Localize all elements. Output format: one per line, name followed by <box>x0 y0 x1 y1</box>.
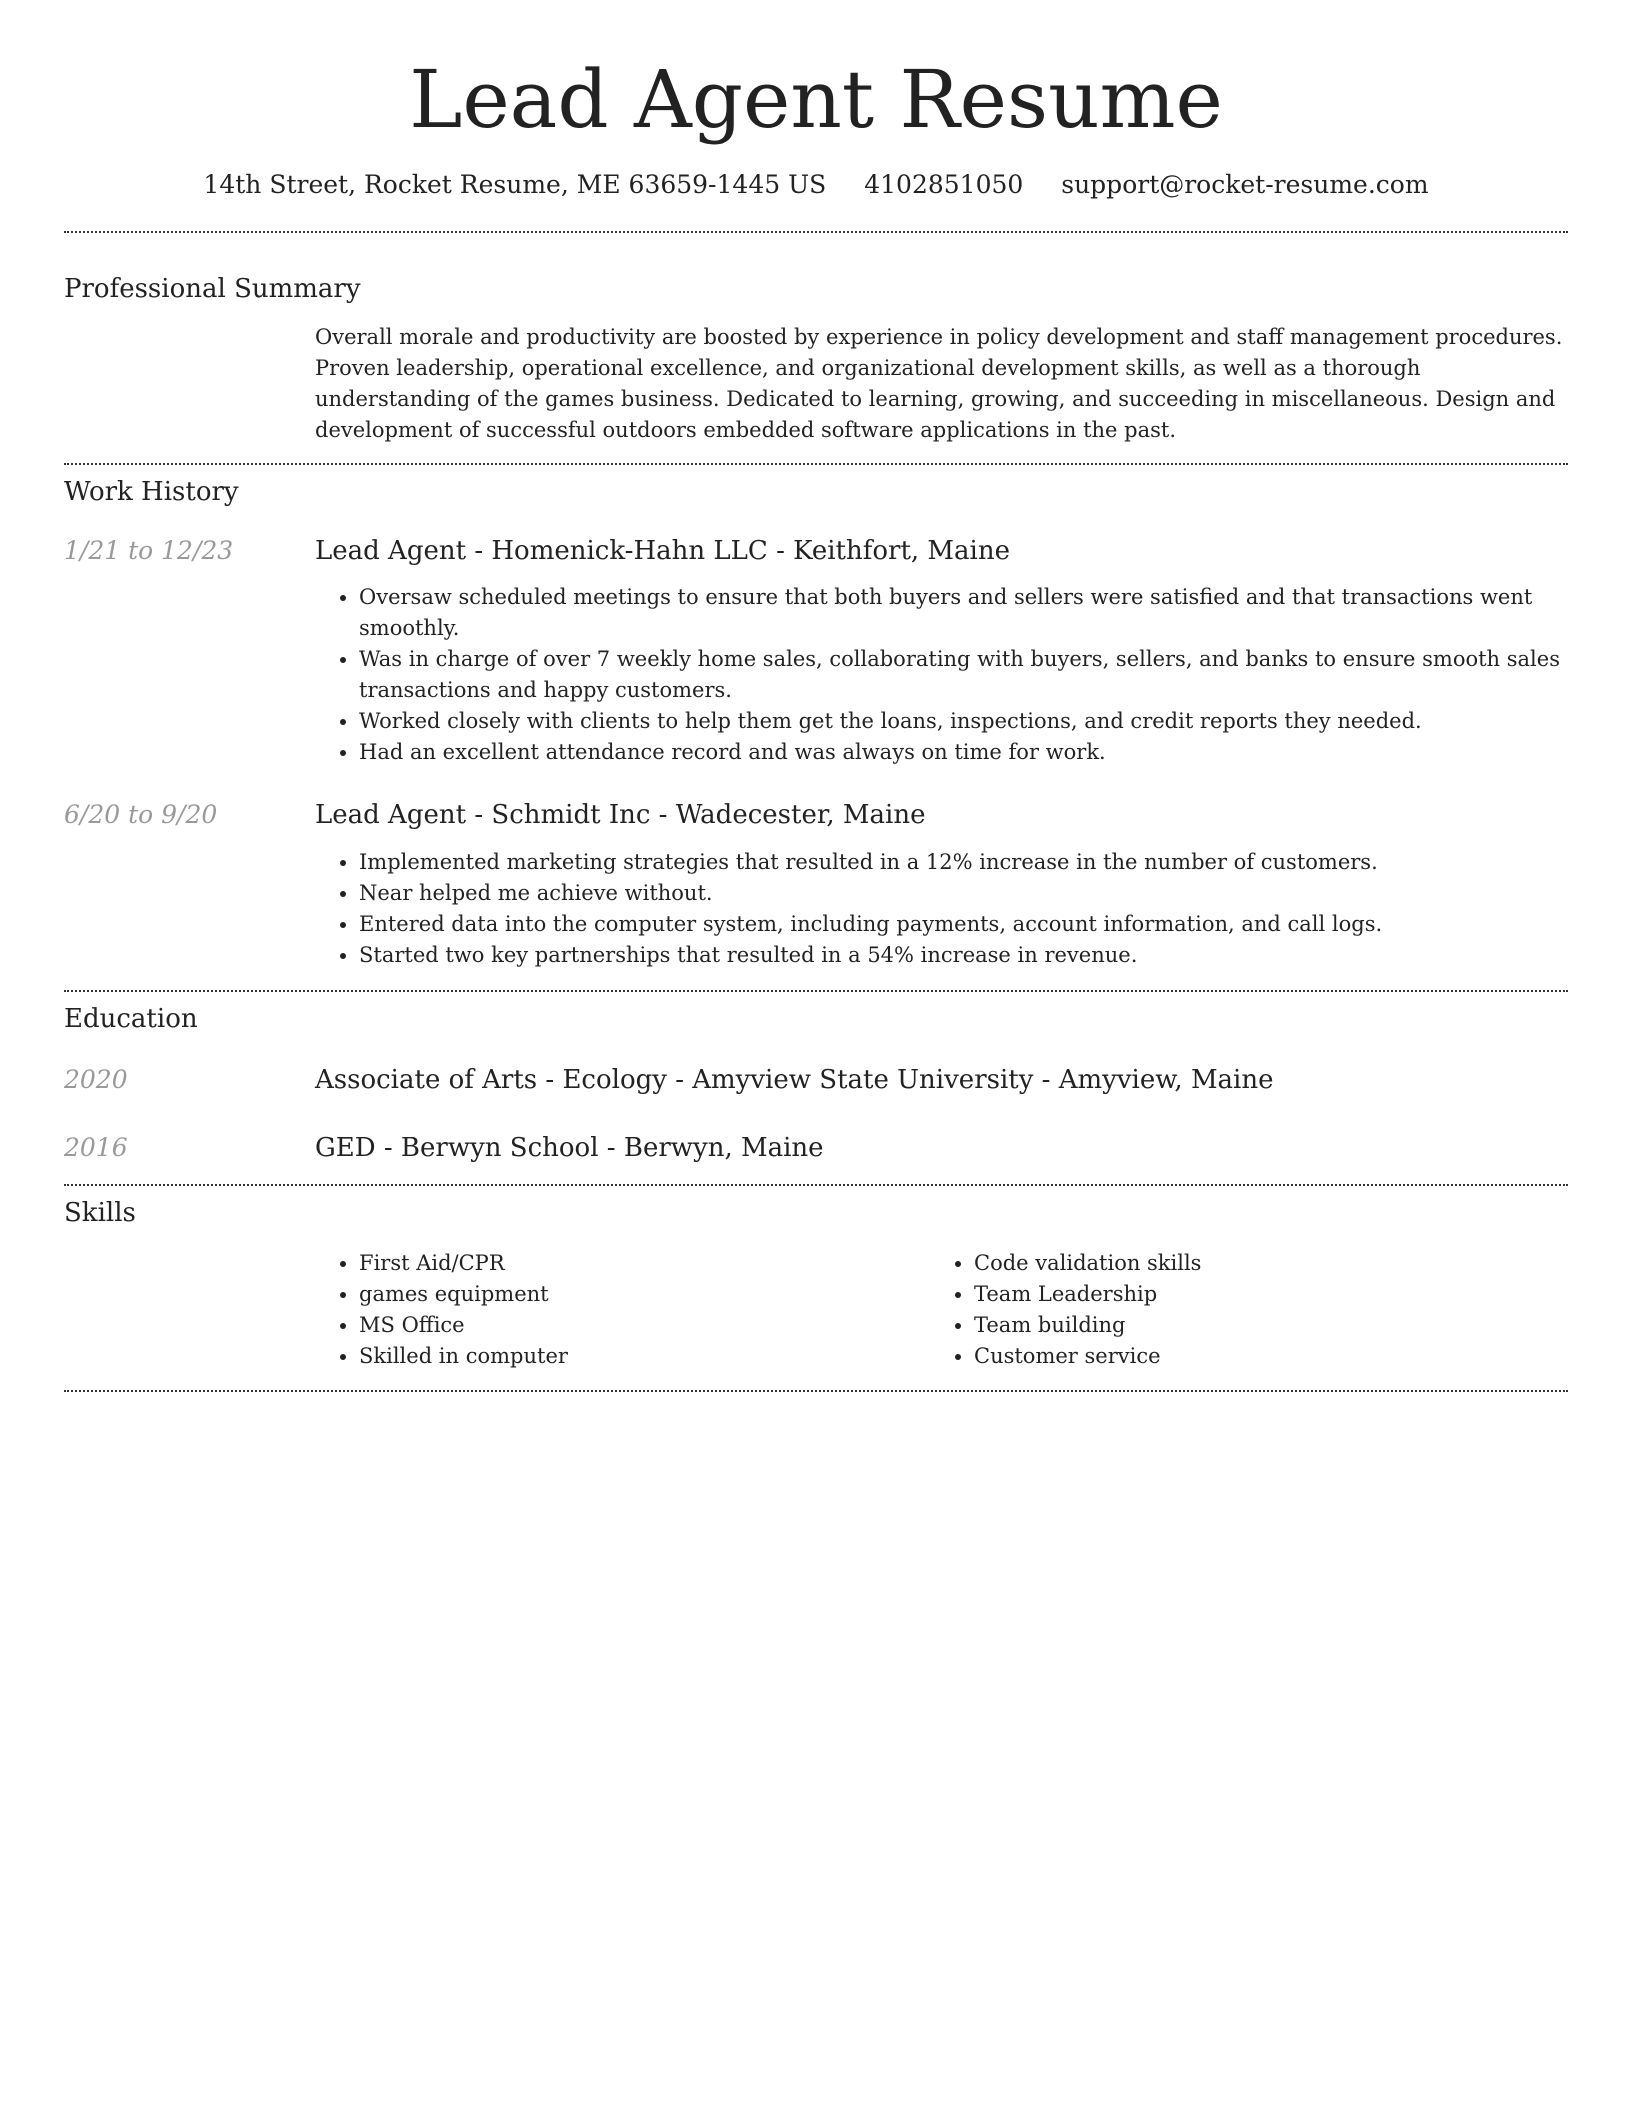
skills-list-right <box>930 1248 1545 1372</box>
list-item: • Team Leadership <box>974 1279 1545 1310</box>
contact-email: support@rocket-resume.com <box>1061 170 1429 199</box>
list-item: • Oversaw scheduled meetings to ensure that both buyers and sellers were satisfied and that transactions went smoothly. <box>359 582 1568 644</box>
list-item: • MS Office <box>359 1310 930 1341</box>
job-title: Lead Agent - Schmidt Inc - Wadecester, Maine <box>315 800 926 830</box>
education-year: 2020 <box>64 1065 128 1094</box>
education-entry <box>64 1063 1568 1097</box>
list-item: • Worked closely with clients to help them get the loans, inspections, and credit reports they needed. <box>359 706 1568 737</box>
contact-address: 14th Street, Rocket Resume, ME 63659-1445 US <box>203 170 827 199</box>
skills-row <box>64 1248 1568 1372</box>
job-bullets <box>315 847 1568 971</box>
section-title-skills: Skills <box>64 1198 136 1228</box>
list-item: • games equipment <box>359 1279 930 1310</box>
education-text: GED - Berwyn School - Berwyn, Maine <box>315 1133 824 1163</box>
section-title-summary: Professional Summary <box>64 274 361 304</box>
list-item: • First Aid/CPR <box>359 1248 930 1279</box>
section-title-work: Work History <box>64 477 239 507</box>
section-title-education: Education <box>64 1004 198 1034</box>
divider <box>64 1390 1568 1392</box>
resume-title: Lead Agent Resume <box>409 53 1223 146</box>
list-item: • Started two key partnerships that resulted in a 54% increase in revenue. <box>359 940 1568 971</box>
job-title: Lead Agent - Homenick-Hahn LLC - Keithfort, Maine <box>315 536 1010 566</box>
job-bullets <box>315 582 1568 768</box>
contact-phone: 4102851050 <box>864 170 1024 199</box>
list-item: • Was in charge of over 7 weekly home sales, collaborating with buyers, sellers, and banks to ensure smooth sales transactions and happy customers. <box>359 644 1568 706</box>
job-entry <box>64 534 1568 768</box>
skills-grid <box>315 1248 1568 1372</box>
list-item: • Customer service <box>974 1341 1545 1372</box>
education-text: Associate of Arts - Ecology - Amyview State University - Amyview, Maine <box>315 1065 1274 1095</box>
contact-line <box>64 168 1568 202</box>
list-item: • Skilled in computer <box>359 1341 930 1372</box>
divider <box>64 990 1568 992</box>
list-item: • Entered data into the computer system, including payments, account information, and call logs. <box>359 909 1568 940</box>
resume-page <box>64 0 1568 1392</box>
list-item: • Had an excellent attendance record and was always on time for work. <box>359 737 1568 768</box>
list-item: • Implemented marketing strategies that resulted in a 12% increase in the number of customers. <box>359 847 1568 878</box>
education-year: 2016 <box>64 1133 128 1162</box>
list-item: • Code validation skills <box>974 1248 1545 1279</box>
divider <box>64 1184 1568 1186</box>
list-item: • Team building <box>974 1310 1545 1341</box>
summary-row <box>64 322 1568 446</box>
job-dates: 1/21 to 12/23 <box>64 536 234 565</box>
skills-list-left <box>315 1248 930 1372</box>
education-entry <box>64 1131 1568 1165</box>
job-entry <box>64 798 1568 971</box>
divider <box>64 463 1568 465</box>
divider <box>64 231 1568 233</box>
summary-text: Overall morale and productivity are boosted by experience in policy development and staff management procedures. Proven leadership, operational excellence, and organizational development skills, as well as a thorough understanding of the games business. Dedicated to learning, growing, and succeeding in miscellaneous. Design and development of successful outdoors embedded software applications in the past. <box>315 325 1563 442</box>
job-dates: 6/20 to 9/20 <box>64 800 218 829</box>
list-item: • Near helped me achieve without. <box>359 878 1568 909</box>
